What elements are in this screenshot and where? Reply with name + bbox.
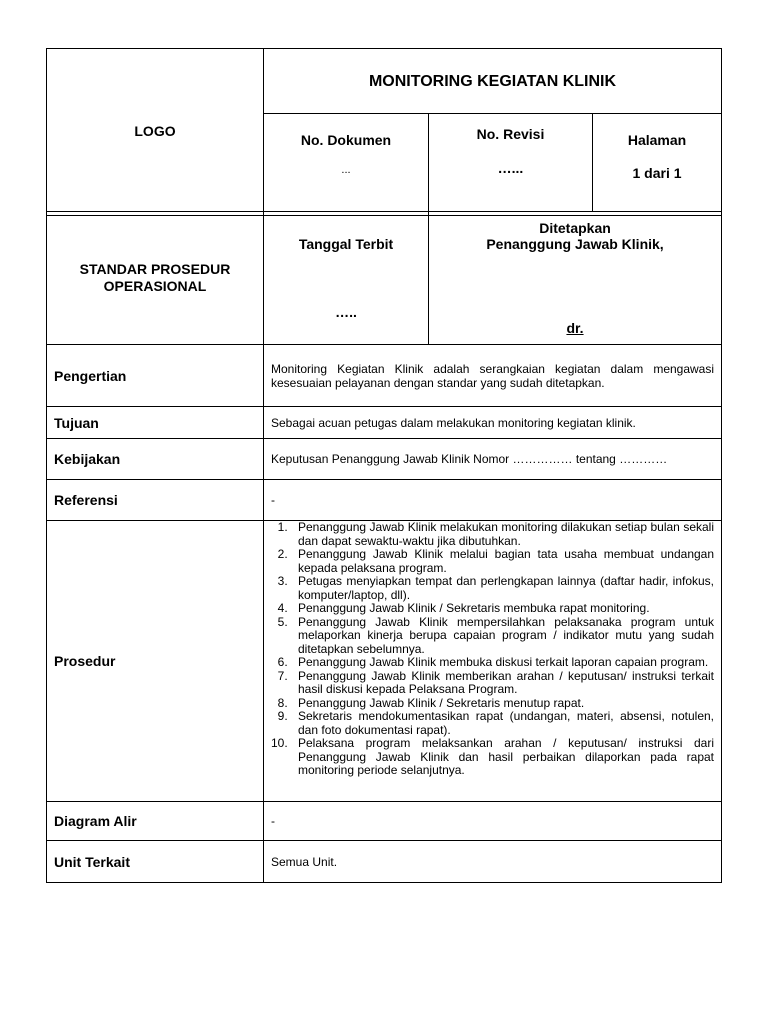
sop-label: STANDAR PROSEDUR OPERASIONAL <box>79 261 231 294</box>
kebijakan-label: Kebijakan <box>47 439 264 480</box>
no-dokumen-cell <box>264 114 429 212</box>
no-revisi-value: …... <box>497 160 524 177</box>
no-dokumen-value: ... <box>341 164 351 177</box>
tujuan-text: Sebagai acuan petugas dalam melakukan monitoring kegiatan klinik. <box>264 407 722 439</box>
halaman-value: 1 dari 1 <box>632 165 682 182</box>
diagram-alir-text: - <box>264 802 722 841</box>
prosedur-step: 4. Penanggung Jawab Klinik / Sekretaris membuka rapat monitoring. <box>291 602 714 616</box>
prosedur-step: 5. Penanggung Jawab Klinik mempersilahkan pelaksanaka program untuk melaporkan kinerja berupa capaian program / indikator mutu yang sudah ditetapkan sebelumnya. <box>291 616 714 657</box>
referensi-text: - <box>264 480 722 521</box>
prosedur-step: 10. Pelaksana program melaksankan arahan / keputusan/ instruksi dari Penanggung Jawab Klinik dan hasil perbaikan dilaporkan pada rapat monitoring periode selanjutnya. <box>291 737 714 778</box>
tujuan-label: Tujuan <box>47 407 264 439</box>
logo-placeholder: LOGO <box>134 123 176 139</box>
no-dokumen-label: No. Dokumen <box>300 132 392 149</box>
diagram-alir-label: Diagram Alir <box>47 802 264 841</box>
prosedur-cell <box>264 521 722 802</box>
halaman-label: Halaman <box>627 132 687 149</box>
unit-terkait-label: Unit Terkait <box>47 841 264 883</box>
pengertian-label: Pengertian <box>47 345 264 407</box>
document-title: MONITORING KEGIATAN KLINIK <box>368 73 617 90</box>
no-revisi-cell <box>429 114 593 212</box>
kebijakan-text: Keputusan Penanggung Jawab Klinik Nomor …………… tentang ………… <box>264 439 722 480</box>
tanggal-terbit-value: ….. <box>335 304 357 320</box>
prosedur-step: 8. Penanggung Jawab Klinik / Sekretaris menutup rapat. <box>291 697 714 711</box>
ditetapkan-label: Ditetapkan <box>539 220 611 236</box>
tanggal-terbit-cell <box>264 216 429 345</box>
signatory-name: dr. <box>566 320 584 336</box>
prosedur-step: 2. Penanggung Jawab Klinik melalui bagian tata usaha membuat undangan kepada pelaksana program. <box>291 548 714 575</box>
sop-label-cell <box>47 216 264 345</box>
ditetapkan-cell <box>429 216 722 345</box>
prosedur-label: Prosedur <box>47 521 264 802</box>
prosedur-step: 6. Penanggung Jawab Klinik membuka diskusi terkait laporan capaian program. <box>291 656 714 670</box>
sop-document <box>46 48 721 883</box>
unit-terkait-text: Semua Unit. <box>264 841 722 883</box>
pengertian-text: Monitoring Kegiatan Klinik adalah serangkaian kegiatan dalam mengawasi kesesuaian pelayanan dengan standar yang sudah ditetapkan. <box>264 345 722 407</box>
prosedur-step: 1. Penanggung Jawab Klinik melakukan monitoring dilakukan setiap bulan sekali dan dapat sewaktu-waktu jika dibutuhkan. <box>291 521 714 548</box>
sop-table <box>46 48 722 883</box>
title-cell <box>264 49 722 114</box>
halaman-cell <box>593 114 722 212</box>
prosedur-step: 7. Penanggung Jawab Klinik memberikan arahan / keputusan/ instruksi terkait hasil diskusi kepada Pelaksana Program. <box>291 670 714 697</box>
prosedur-step: 9. Sekretaris mendokumentasikan rapat (undangan, materi, absensi, notulen, dan foto dokumentasi rapat). <box>291 710 714 737</box>
logo-cell <box>47 49 264 212</box>
tanggal-terbit-label: Tanggal Terbit <box>298 236 394 252</box>
referensi-label: Referensi <box>47 480 264 521</box>
no-revisi-label: No. Revisi <box>476 126 545 143</box>
prosedur-list <box>264 521 714 778</box>
prosedur-step: 3. Petugas menyiapkan tempat dan perlengkapan lainnya (daftar hadir, infokus, komputer/laptop, dll). <box>291 575 714 602</box>
penanggung-jawab-label: Penanggung Jawab Klinik, <box>486 236 664 252</box>
